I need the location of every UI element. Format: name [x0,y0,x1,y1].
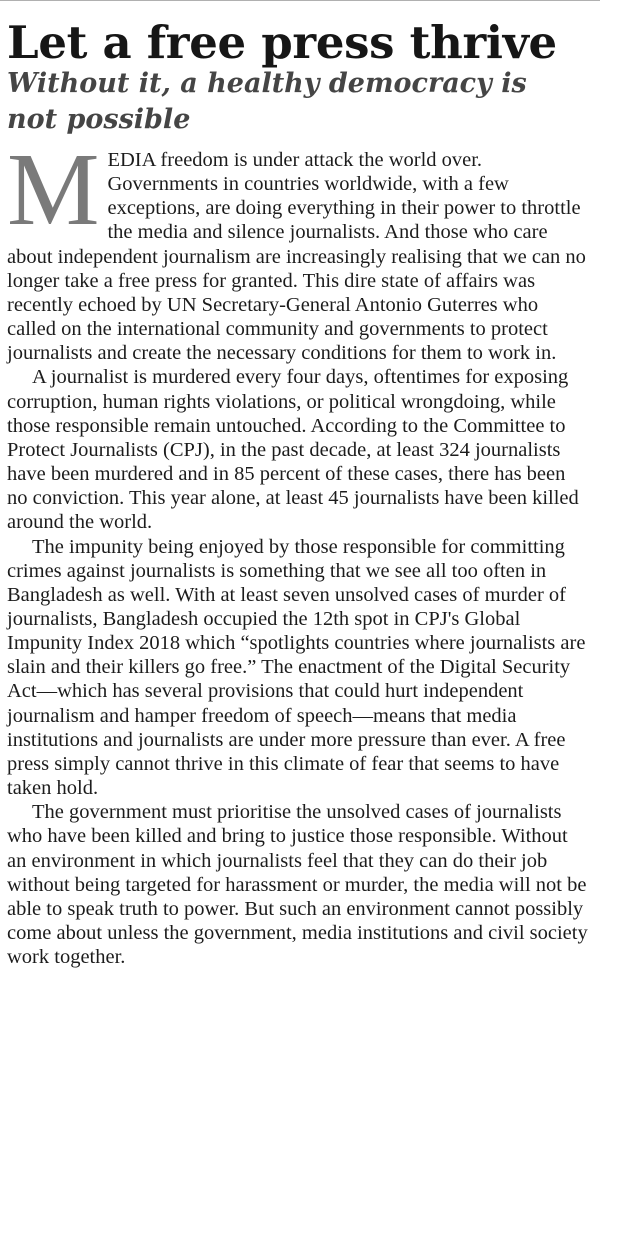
paragraph-1 [7,132,590,365]
subheadline: Without it, a healthy democracy is not possible [7,68,527,135]
paragraph-1-text: EDIA freedom is under attack the world over. Governments in countries worldwide, with a few exceptions, are doing everything in their power to throttle the media and silence journalists. And those who care about independent journalism are increasingly realising that we can no longer take a free press for granted. This dire state of affairs was recently echoed by UN Secretary-General Antonio Guterres who called on the international community and governments to protect journalists and create the necessary conditions for them to work in. [7,149,586,365]
paragraph-2: A journalist is murdered every four days, oftentimes for exposing corruption, human rights violations, or political wrongdoing, while those responsible remain untouched. According to the Committee to Protect Journalists (CPJ), in the past decade, at least 324 journalists have been murdered and in 85 percent of these cases, there has been no conviction. This year alone, at least 45 journalists have been killed around the world. [7,366,579,534]
paragraph-4: The government must prioritise the unsolved cases of journalists who have been killed and bring to justice those responsible. Without an environment in which journalists feel that they can do their job without being targeted for harassment or murder, the media will not be able to speak truth to power. But such an environment cannot possibly come about unless the government, media institutions and civil society work together. [7,801,588,969]
paragraph-3: The impunity being enjoyed by those responsible for committing crimes against journalists is something that we see all too often in Bangladesh as well. With at least seven unsolved cases of murder of journalists, Bangladesh occupied the 12th spot in CPJ's Global Impunity Index 2018 which “spotlights countries where journalists are slain and their killers go free.” The enactment of the Digital Security Act—which has several provisions that could hurt independent journalism and hamper freedom of speech—means that media institutions and journalists are under more pressure than ever. A free press simply cannot thrive in this climate of fear that seems to have taken hold. [7,535,586,800]
article-body [7,132,590,969]
drop-cap: M [7,132,100,247]
headline: Let a free press thrive [7,16,557,69]
editorial-article [7,12,597,969]
top-divider [0,0,600,1]
